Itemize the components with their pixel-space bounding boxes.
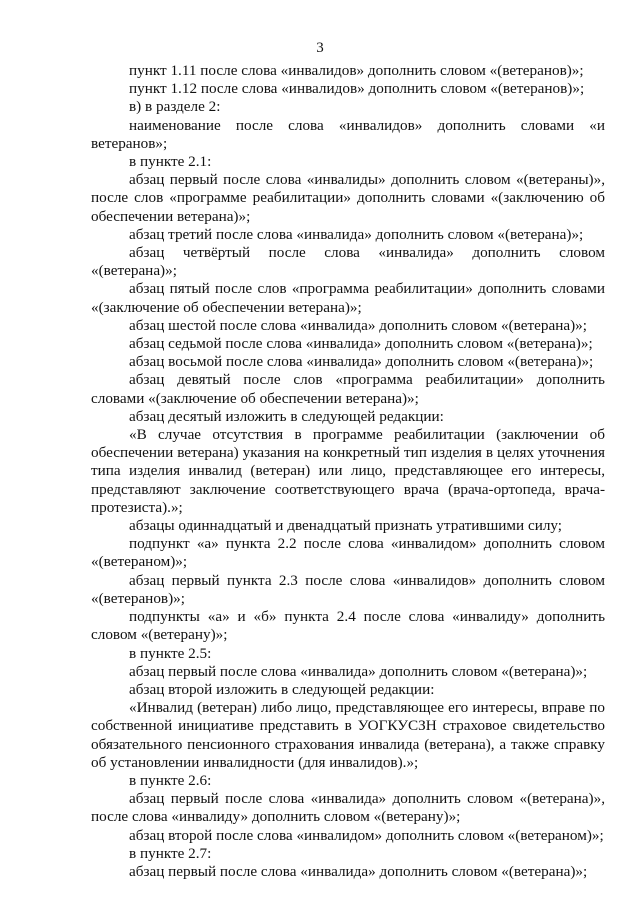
paragraph: абзацы одиннадцатый и двенадцатый признать утратившими силу;: [129, 517, 563, 535]
paragraph: абзац седьмой после слова «инвалида» дополнить словом «(ветерана)»;: [129, 335, 593, 353]
paragraph: «В случае отсутствия в программе реабилитации (заключении об обеспечении ветерана) указания на конкретный тип изделия в целях уточнения типа изделия инвалид (ветеран) или лицо, представляющее его интересы, представляют заключение соответствующего врача (врача-ортопеда, врача-протезиста).»;: [91, 426, 605, 516]
paragraph: абзац первый после слова «инвалида» дополнить словом «(ветерана)»;: [129, 862, 588, 880]
paragraph: абзац первый после слова «инвалиды» дополнить словом «(ветераны)», после слов «программе реабилитации» дополнить словами «(заключению об обеспечении ветерана)»;: [91, 171, 605, 225]
paragraph: абзац третий после слова «инвалида» дополнить словом «(ветерана)»;: [129, 225, 584, 243]
paragraph: абзац девятый после слов «программа реабилитации» дополнить словами «(заключение об обеспечении ветерана)»;: [91, 371, 605, 407]
paragraph: пункт 1.11 после слова «инвалидов» дополнить словом «(ветеранов)»;: [129, 62, 584, 79]
paragraph: в пункте 2.5:: [129, 644, 212, 662]
paragraph: абзац пятый после слов «программа реабилитации» дополнить словами «(заключение об обеспечении ветерана)»;: [91, 280, 605, 316]
paragraph: в пункте 2.6:: [129, 771, 212, 789]
paragraph: в пункте 2.1:: [129, 153, 212, 171]
paragraph: абзац четвёртый после слова «инвалида» дополнить словом «(ветерана)»;: [91, 244, 605, 280]
paragraph: пункт 1.12 после слова «инвалидов» дополнить словом «(ветеранов)»;: [129, 80, 585, 98]
paragraph: «Инвалид (ветеран) либо лицо, представляющее его интересы, вправе по собственной инициативе представить в УОГКУСЗН страховое свидетельство обязательного пенсионного страхования инвалида (ветерана), а также справку об установлении инвалидности (для инвалидов).»;: [91, 699, 605, 771]
paragraph: подпункт «а» пункта 2.2 после слова «инвалидом» дополнить словом «(ветераном)»;: [91, 535, 605, 571]
paragraph: наименование после слова «инвалидов» дополнить словами «и ветеранов»;: [91, 116, 605, 152]
paragraph: подпункты «а» и «б» пункта 2.4 после слова «инвалиду» дополнить словом «(ветерану)»;: [91, 608, 605, 644]
paragraph: абзац десятый изложить в следующей редакции:: [129, 407, 444, 425]
paragraph: абзац второй изложить в следующей редакции:: [129, 680, 435, 698]
paragraph: абзац первый после слова «инвалида» дополнить словом «(ветерана)»;: [129, 662, 588, 680]
paragraph: в пункте 2.7:: [129, 844, 212, 862]
paragraph: абзац второй после слова «инвалидом» дополнить словом «(ветераном)»;: [129, 826, 604, 844]
paragraph: абзац шестой после слова «инвалида» дополнить словом «(ветерана)»;: [129, 316, 587, 334]
paragraph: абзац первый после слова «инвалида» дополнить словом «(ветерана)», после слова «инвалиду» дополнить словом «(ветерану)»;: [91, 790, 605, 826]
document-body: [91, 62, 605, 881]
paragraph: в) в разделе 2:: [129, 98, 221, 116]
paragraph: абзац восьмой после слова «инвалида» дополнить словом «(ветерана)»;: [129, 353, 594, 371]
page-number: 3: [316, 40, 324, 56]
paragraph: абзац первый пункта 2.3 после слова «инвалидов» дополнить словом «(ветеранов)»;: [91, 571, 605, 607]
